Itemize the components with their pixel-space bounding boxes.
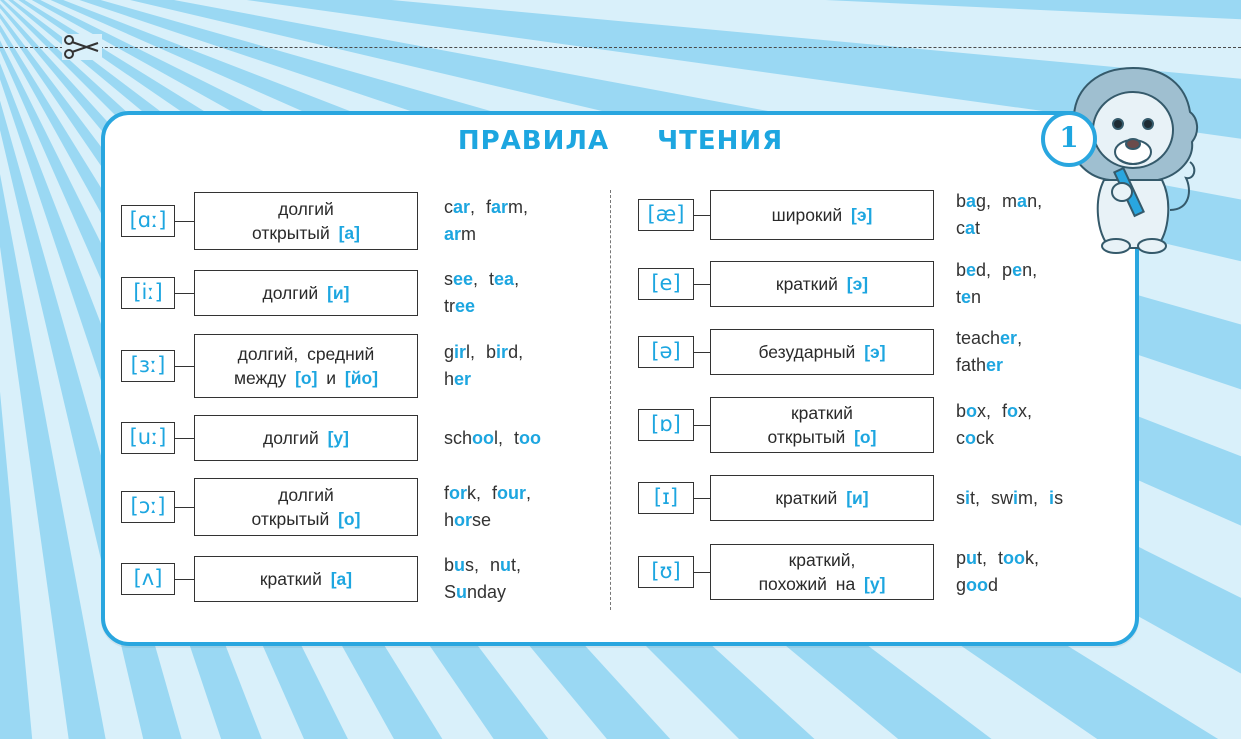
connector-line (694, 352, 710, 353)
russian-sound: [у] (864, 574, 886, 594)
example-line (444, 339, 523, 366)
highlighted-letters: oo (519, 427, 542, 448)
connector-line (175, 579, 194, 580)
highlighted-letters: oo (472, 427, 495, 448)
description-text: долгий, средний (237, 344, 375, 364)
russian-sound: [и] (327, 283, 350, 303)
description-line (263, 426, 349, 450)
description-text: долгий (278, 199, 334, 219)
highlighted-letters: ir (454, 342, 467, 362)
word-text: s (444, 269, 453, 289)
example-line (956, 485, 1063, 512)
description-text: между (233, 368, 296, 388)
example-line (956, 572, 1039, 599)
description-text: открытый (767, 427, 855, 447)
highlighted-letters: i (965, 487, 971, 508)
highlighted-letters: u (456, 582, 468, 602)
word-text: b (956, 401, 967, 421)
highlighted-letters: ar (453, 197, 471, 217)
highlighted-letters: oo (966, 575, 989, 595)
word-text: g (444, 342, 455, 362)
description-line (768, 425, 877, 449)
sound-description (710, 397, 934, 453)
description-line (775, 486, 868, 510)
sound-symbol: [ə] (638, 336, 694, 368)
russian-sound: [а] (330, 569, 353, 589)
example-line (956, 257, 1037, 284)
highlighted-letters: er (986, 355, 1004, 375)
word-text: c (956, 218, 965, 238)
word-text: , f (470, 197, 492, 217)
word-text: h (444, 510, 455, 530)
word-text: t (956, 287, 962, 307)
sound-description (710, 190, 934, 240)
description-text: открытый (252, 223, 339, 243)
sound-description (194, 192, 418, 250)
sound-symbol: [e] (638, 268, 694, 300)
sound-description (194, 334, 418, 398)
sound-symbol: [ɒ] (638, 409, 694, 441)
description-line (772, 203, 873, 227)
highlighted-letters: i (1013, 487, 1019, 508)
highlighted-letters: e (966, 260, 977, 280)
description-text: долгий (262, 283, 328, 303)
highlighted-letters: u (454, 555, 466, 575)
word-text: nday (467, 582, 507, 602)
highlighted-letters: er (1000, 328, 1018, 348)
card-number-badge: 1 (1041, 111, 1097, 167)
word-text: l, t (494, 427, 520, 448)
word-text: s (1054, 487, 1064, 508)
russian-sound: [э] (864, 342, 886, 362)
example-words (956, 545, 1039, 599)
sound-symbol: [ɜː] (121, 350, 175, 382)
word-text: m, (1018, 487, 1050, 508)
description-line (252, 483, 361, 507)
russian-sound: [э] (846, 274, 869, 294)
sound-symbol: [iː] (121, 277, 175, 309)
example-line (956, 215, 1042, 242)
example-words (444, 266, 519, 320)
word-text: d, (508, 342, 524, 362)
description-text: похожий на (758, 574, 865, 594)
description-line (758, 340, 885, 364)
page-title: ПРАВИЛА ЧТЕНИЯ (457, 126, 784, 156)
russian-sound: [у] (327, 428, 349, 448)
highlighted-letters: a (1017, 191, 1028, 211)
highlighted-letters: u (966, 548, 978, 568)
example-words (444, 425, 541, 452)
sound-symbol: [ɑː] (121, 205, 175, 237)
example-words (444, 194, 528, 248)
word-text: m, (508, 197, 529, 217)
sound-description (710, 544, 934, 600)
highlighted-letters: or (449, 483, 468, 503)
russian-sound: [э] (851, 205, 873, 225)
sound-symbol: [æ] (638, 199, 694, 231)
cut-line (0, 47, 1241, 48)
example-line (956, 284, 1037, 311)
russian-sound: [о] (295, 368, 318, 388)
description-line (759, 572, 886, 596)
example-line (956, 545, 1039, 572)
example-words (956, 257, 1037, 311)
word-text: teach (956, 328, 1001, 348)
connector-line (175, 366, 194, 367)
sound-description (194, 478, 418, 536)
connector-line (694, 572, 710, 573)
russian-sound: [и] (846, 488, 869, 508)
word-text: x, (1018, 401, 1033, 421)
sound-symbol: [ɔː] (121, 491, 175, 523)
word-text: h (444, 369, 455, 389)
sound-description (194, 270, 418, 316)
word-text: t (975, 218, 981, 238)
description-line (252, 507, 361, 531)
sound-symbol: [uː] (121, 422, 175, 454)
description-line (768, 401, 877, 425)
description-text: краткий (791, 403, 853, 423)
connector-line (694, 498, 710, 499)
highlighted-letters: er (454, 369, 472, 389)
word-text: n, (1027, 191, 1043, 211)
word-text: , t (473, 269, 495, 289)
word-text: x, f (977, 401, 1008, 421)
word-text: g, m (976, 191, 1018, 211)
highlighted-letters: ar (491, 197, 509, 217)
example-line (956, 325, 1022, 352)
highlighted-letters: u (500, 555, 512, 575)
highlighted-letters: i (1049, 487, 1055, 508)
example-line (444, 579, 521, 606)
example-line (956, 398, 1032, 425)
description-line (234, 366, 378, 390)
description-text: краткий (775, 274, 847, 294)
word-text: m (461, 224, 477, 244)
connector-line (175, 438, 194, 439)
description-line (252, 221, 360, 245)
russian-sound: [о] (338, 509, 361, 529)
word-text: l, b (466, 342, 497, 362)
connector-line (175, 507, 194, 508)
example-line (956, 188, 1042, 215)
word-text: c (444, 197, 453, 217)
example-line (956, 425, 1032, 452)
example-line (444, 425, 541, 452)
highlighted-letters: o (965, 428, 976, 448)
highlighted-letters: ee (453, 269, 474, 289)
example-words (444, 339, 523, 393)
sound-description (194, 556, 418, 602)
example-words (444, 480, 531, 534)
connector-line (694, 284, 710, 285)
highlighted-letters: our (497, 483, 527, 503)
sound-symbol: [ʌ] (121, 563, 175, 595)
example-words (956, 398, 1032, 452)
word-text: t, sw (970, 487, 1014, 508)
description-line (776, 272, 868, 296)
word-text: , (526, 483, 532, 503)
description-text: и (317, 368, 345, 388)
word-text: t, (511, 555, 522, 575)
description-text: долгий (263, 428, 328, 448)
description-text: краткий (259, 569, 331, 589)
example-line (444, 221, 528, 248)
highlighted-letters: ea (494, 269, 515, 289)
highlighted-letters: e (961, 287, 972, 307)
highlighted-letters: a (966, 191, 977, 211)
connector-line (694, 215, 710, 216)
description-line (759, 548, 886, 572)
word-text: , (514, 269, 520, 289)
word-text: d (988, 575, 999, 595)
description-line (234, 342, 378, 366)
sound-symbol: [ʊ] (638, 556, 694, 588)
russian-sound: [а] (338, 223, 360, 243)
example-line (444, 266, 519, 293)
sound-description (710, 329, 934, 375)
word-text: s (956, 487, 965, 508)
word-text: n (971, 287, 982, 307)
example-line (444, 552, 521, 579)
word-text: t, t (977, 548, 1004, 568)
highlighted-letters: o (966, 401, 978, 421)
example-line (444, 366, 523, 393)
word-text: g (956, 575, 967, 595)
description-text: краткий, (788, 550, 856, 570)
word-text: , (1017, 328, 1023, 348)
highlighted-letters: or (454, 510, 473, 530)
word-text: tr (444, 296, 455, 316)
connector-line (694, 425, 710, 426)
sound-description (710, 261, 934, 307)
word-text: c (956, 428, 965, 448)
example-line (444, 293, 519, 320)
highlighted-letters: e (1012, 260, 1023, 280)
example-words (956, 485, 1063, 512)
word-text: ck (976, 428, 994, 448)
example-words (956, 325, 1022, 379)
word-text: S (444, 582, 457, 602)
highlighted-letters: a (965, 218, 976, 238)
highlighted-letters: ee (455, 296, 476, 316)
highlighted-letters: ar (444, 224, 462, 244)
example-line (444, 507, 531, 534)
highlighted-letters: oo (1003, 548, 1026, 568)
example-words (956, 188, 1042, 242)
column-divider (610, 190, 611, 610)
connector-line (175, 293, 194, 294)
highlighted-letters: ir (496, 342, 509, 362)
word-text: sch (444, 427, 473, 448)
word-text: f (444, 483, 450, 503)
word-text: b (956, 260, 967, 280)
sound-description (710, 475, 934, 521)
word-text: n, (1022, 260, 1038, 280)
description-text: краткий (775, 488, 847, 508)
word-text: b (956, 191, 967, 211)
word-text: s, n (465, 555, 501, 575)
word-text: k, (1025, 548, 1040, 568)
sound-description (194, 415, 418, 461)
description-line (260, 567, 352, 591)
description-text: широкий (771, 205, 852, 225)
description-line (263, 281, 350, 305)
example-words (444, 552, 521, 606)
russian-sound: [о] (854, 427, 877, 447)
word-text: p (956, 548, 967, 568)
description-text: долгий (278, 485, 334, 505)
russian-sound: [йо] (344, 368, 379, 388)
example-line (956, 352, 1022, 379)
scissors-icon (62, 34, 102, 60)
word-text: b (444, 555, 455, 575)
word-text: k, f (467, 483, 498, 503)
description-line (252, 197, 360, 221)
connector-line (175, 221, 194, 222)
example-line (444, 194, 528, 221)
word-text: se (472, 510, 492, 530)
description-text: открытый (251, 509, 339, 529)
word-text: d, p (976, 260, 1013, 280)
sound-symbol: [ɪ] (638, 482, 694, 514)
word-text: fath (956, 355, 987, 375)
example-line (444, 480, 531, 507)
highlighted-letters: o (1007, 401, 1019, 421)
description-text: безударный (758, 342, 865, 362)
